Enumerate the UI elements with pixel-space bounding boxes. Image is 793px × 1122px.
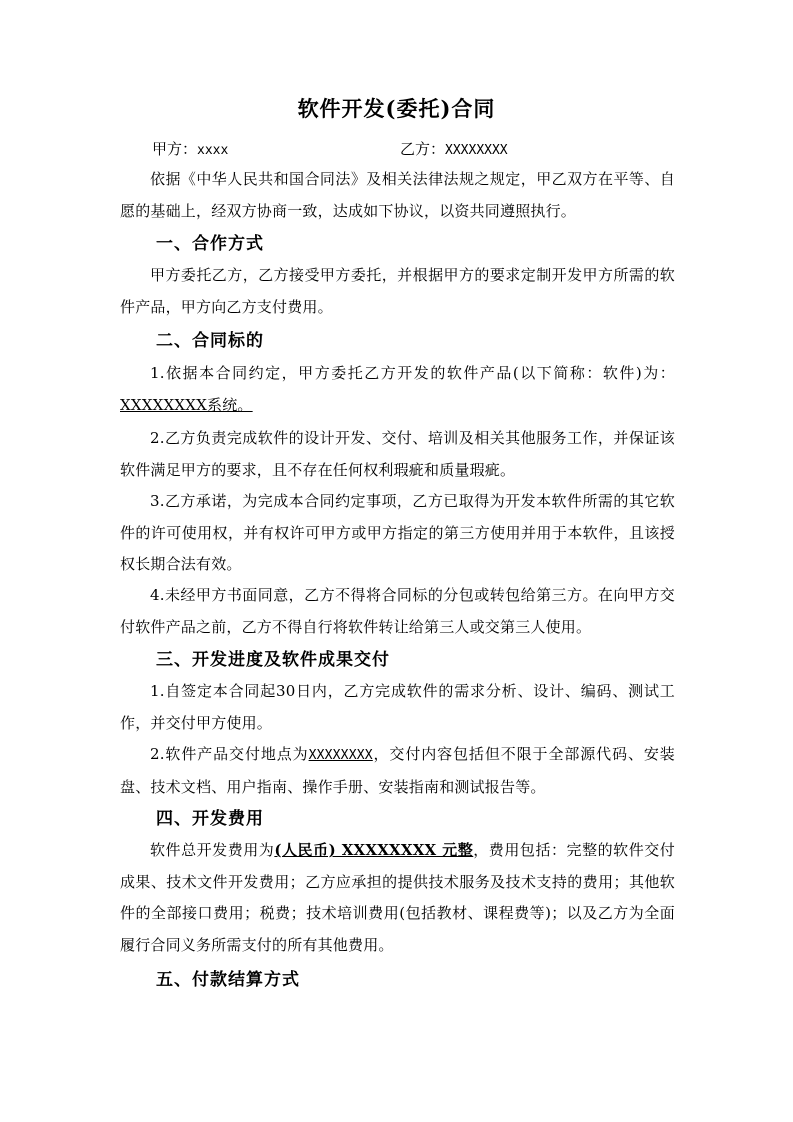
section-3-item-2-before: 2.软件产品交付地点为 [150,745,309,763]
section-2-item-3: 3.乙方承诺，为完成本合同约定事项，乙方已取得为开发本软件所需的其它软件的许可使用权，并有权许可甲方或甲方指定的第三方使用并用于本软件，且该授权长期合法有效。 [120,492,675,573]
software-name: XXXXXXXX系统。 [120,395,253,414]
section-2-item-4: 4.未经甲方书面同意，乙方不得将合同标的分包或转包给第三方。在向甲方交付软件产品之前，乙方不得自行将软件转让给第三人或交第三人使用。 [120,586,675,636]
section-3-item-2 [120,739,675,803]
parties-line [152,134,712,164]
delivery-location: XXXXXXXX [308,748,373,763]
section-4-paragraph [120,835,675,961]
section-2-item-1 [120,358,675,421]
party-a-value: xxxx [197,143,229,158]
section-heading-1: 一、合作方式 [156,234,264,254]
section-1-paragraph: 甲方委托乙方，乙方接受甲方委托，并根据甲方的要求定制开发甲方所需的软件产品，甲方向乙方支付费用。 [120,266,675,316]
section-2-item-1-text: 1.依据本合同约定，甲方委托乙方开发的软件产品(以下简称：软件)为： [150,364,675,382]
section-2-item-2: 2.乙方负责完成软件的设计开发、交付、培训及相关其他服务工作，并保证该软件满足甲方的要求，且不存在任何权利瑕疵和质量瑕疵。 [120,429,675,479]
party-b-value: XXXXXXXX [445,143,508,158]
total-fee-amount: (人民币) XXXXXXXX 元整 [274,841,474,859]
party-b [400,134,508,166]
section-3-item-1: 1.自签定本合同起30日内，乙方完成软件的需求分析、设计、编码、测试工作，并交付甲方使用。 [120,682,675,732]
section-heading-4: 四、开发费用 [156,809,264,829]
party-b-label: 乙方： [400,140,446,158]
section-heading-3: 三、开发进度及软件成果交付 [156,650,390,670]
section-4-before: 软件总开发费用为 [150,841,275,859]
section-4-after: ，费用包括：完整的软件交付成果、技术文件开发费用；乙方应承担的提供技术服务及技术支持的费用；其他软件的全部接口费用；税费；技术培训费用(包括教材、课程费等)；以及乙方为全面履行合同义务所需支付的所有其他费用。 [120,841,675,954]
party-a [152,134,228,166]
party-a-label: 甲方： [152,140,198,158]
section-heading-5: 五、付款结算方式 [156,970,300,990]
section-3-item-2-after: ，交付内容包括但不限于全部源代码、安装盘、技术文档、用户指南、操作手册、安装指南和测试报告等。 [120,745,675,796]
document-title: 软件开发(委托)合同 [297,96,496,121]
section-heading-2: 二、合同标的 [156,331,264,351]
intro-paragraph: 依据《中华人民共和国合同法》及相关法律法规之规定，甲乙双方在平等、自愿的基础上，经双方协商一致，达成如下协议，以资共同遵照执行。 [120,170,675,220]
